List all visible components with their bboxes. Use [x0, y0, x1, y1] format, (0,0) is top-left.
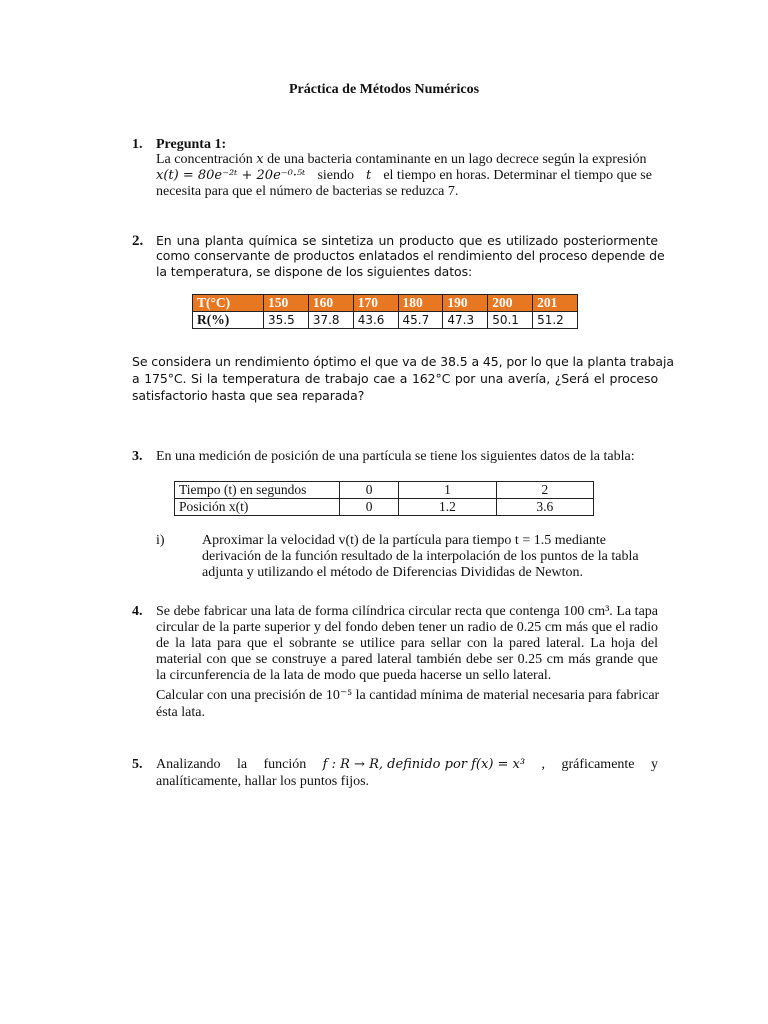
q5-word: la	[236, 757, 248, 772]
table-cell: 2	[496, 482, 593, 499]
q5-number: 5.	[132, 757, 143, 772]
position-time-table	[174, 481, 594, 516]
table-row	[175, 482, 594, 499]
table-cell: 47.3	[443, 312, 488, 329]
q1-expression: x(t) = 80e⁻²ᵗ + 20e⁻⁰·⁵ᵗ	[156, 168, 306, 183]
q5-expression: f : R → R, definido por f(x) = x³	[322, 757, 526, 772]
q1-line1-var: x	[256, 152, 264, 167]
q2-line3: la temperatura, se dispone de los siguientes datos:	[156, 264, 473, 279]
q4-line2: circular de la parte superior y del fondo deben tener un radio de 0.25 cm más que el radio	[156, 620, 658, 635]
q1-line2	[156, 168, 652, 184]
q1-line2-a: siendo	[317, 168, 354, 183]
q2-number: 2.	[132, 233, 144, 249]
table-cell: T(°C)	[193, 295, 264, 312]
q3-subitem-line2: derivación de la función resultado de la interpolación de los puntos de la tabla	[202, 549, 639, 564]
table-row	[193, 312, 578, 329]
table-cell: 190	[443, 295, 488, 312]
q1-line1-b: de una bacteria contaminante en un lago decrece según la expresión	[263, 152, 647, 167]
table-cell: 3.6	[496, 499, 593, 516]
table-cell: 35.5	[264, 312, 309, 329]
q5-line2: analíticamente, hallar los puntos fijos.	[156, 774, 370, 789]
table-cell: 1	[399, 482, 496, 499]
q1-line2-var: t	[366, 168, 372, 183]
q5-word: y	[650, 757, 658, 772]
q4-line5: la circunferencia de la lata de modo que pueda hacerse un sello lateral.	[156, 668, 552, 683]
table-cell: 201	[533, 295, 578, 312]
q1-heading: Pregunta 1:	[156, 137, 227, 152]
q4-line3: de la lata para que el sobrante se utilice para sellar con la pared lateral. La hoja del	[156, 636, 658, 651]
table-cell: 1.2	[399, 499, 496, 516]
temperature-yield-table	[192, 294, 578, 329]
q5-word: Analizando	[156, 757, 221, 772]
q5-word: función	[263, 757, 307, 772]
table-cell: R(%)	[193, 312, 264, 329]
table-cell: Tiempo (t) en segundos	[175, 482, 340, 499]
q4-line7: ésta lata.	[156, 705, 205, 720]
q2-paragraph-line3: satisfactorio hasta que sea reparada?	[132, 388, 365, 403]
table-cell: 0	[340, 482, 399, 499]
q2-line2: como conservante de productos enlatados el rendimiento del proceso depende de	[156, 248, 665, 263]
table-cell: 45.7	[398, 312, 443, 329]
q5-word: gráficamente	[561, 757, 635, 772]
q1-number: 1.	[132, 137, 143, 152]
q1-line2-b: el tiempo en horas. Determinar el tiempo que se	[383, 168, 652, 183]
table-cell: 43.6	[353, 312, 398, 329]
q4-number: 4.	[132, 604, 143, 619]
q3-subitem-line1: Aproximar la velocidad v(t) de la partícula para tiempo t = 1.5 mediante	[202, 533, 607, 548]
q2-paragraph-line1: Se considera un rendimiento óptimo el que va de 38.5 a 45, por lo que la planta trabaja	[132, 354, 674, 369]
q1-line1-a: La concentración	[156, 152, 257, 167]
table-cell: 51.2	[533, 312, 578, 329]
table-cell: 170	[353, 295, 398, 312]
table-cell: 0	[340, 499, 399, 516]
table-cell: 180	[398, 295, 443, 312]
q2-paragraph-line2: a 175°C. Si la temperatura de trabajo cae a 162°C por una avería, ¿Será el proceso	[132, 371, 658, 386]
q4-line4: material con que se construye a pared lateral también debe ser 0.25 cm más grande que	[156, 652, 658, 667]
q3-subitem-line3: adjunta y utilizando el método de Diferencias Divididas de Newton.	[202, 565, 584, 580]
table-cell: Posición x(t)	[175, 499, 340, 516]
q5-word: ,	[541, 757, 546, 772]
q1-line1	[156, 152, 647, 168]
q1-line3: necesita para que el número de bacterias se reduzca 7.	[156, 184, 459, 199]
q2-line1: En una planta química se sintetiza un producto que es utilizado posteriormente	[156, 233, 658, 248]
table-cell: 37.8	[308, 312, 353, 329]
q5-line1	[156, 757, 658, 773]
q3-number: 3.	[132, 449, 143, 464]
table-cell: 150	[264, 295, 309, 312]
table-cell: 50.1	[488, 312, 533, 329]
table-cell: 200	[488, 295, 533, 312]
document-title: Práctica de Métodos Numéricos	[288, 82, 480, 97]
table-row	[175, 499, 594, 516]
q4-line1: Se debe fabricar una lata de forma cilíndrica circular recta que contenga 100 cm³. La tapa	[156, 604, 658, 619]
q3-line1: En una medición de posición de una partícula se tiene los siguientes datos de la tabla:	[156, 449, 635, 464]
q3-subitem-number: i)	[156, 533, 165, 548]
q4-line6: Calcular con una precisión de 10⁻⁵ la cantidad mínima de material necesaria para fabricar	[156, 688, 660, 703]
table-cell: 160	[308, 295, 353, 312]
table-header-row	[193, 295, 578, 312]
